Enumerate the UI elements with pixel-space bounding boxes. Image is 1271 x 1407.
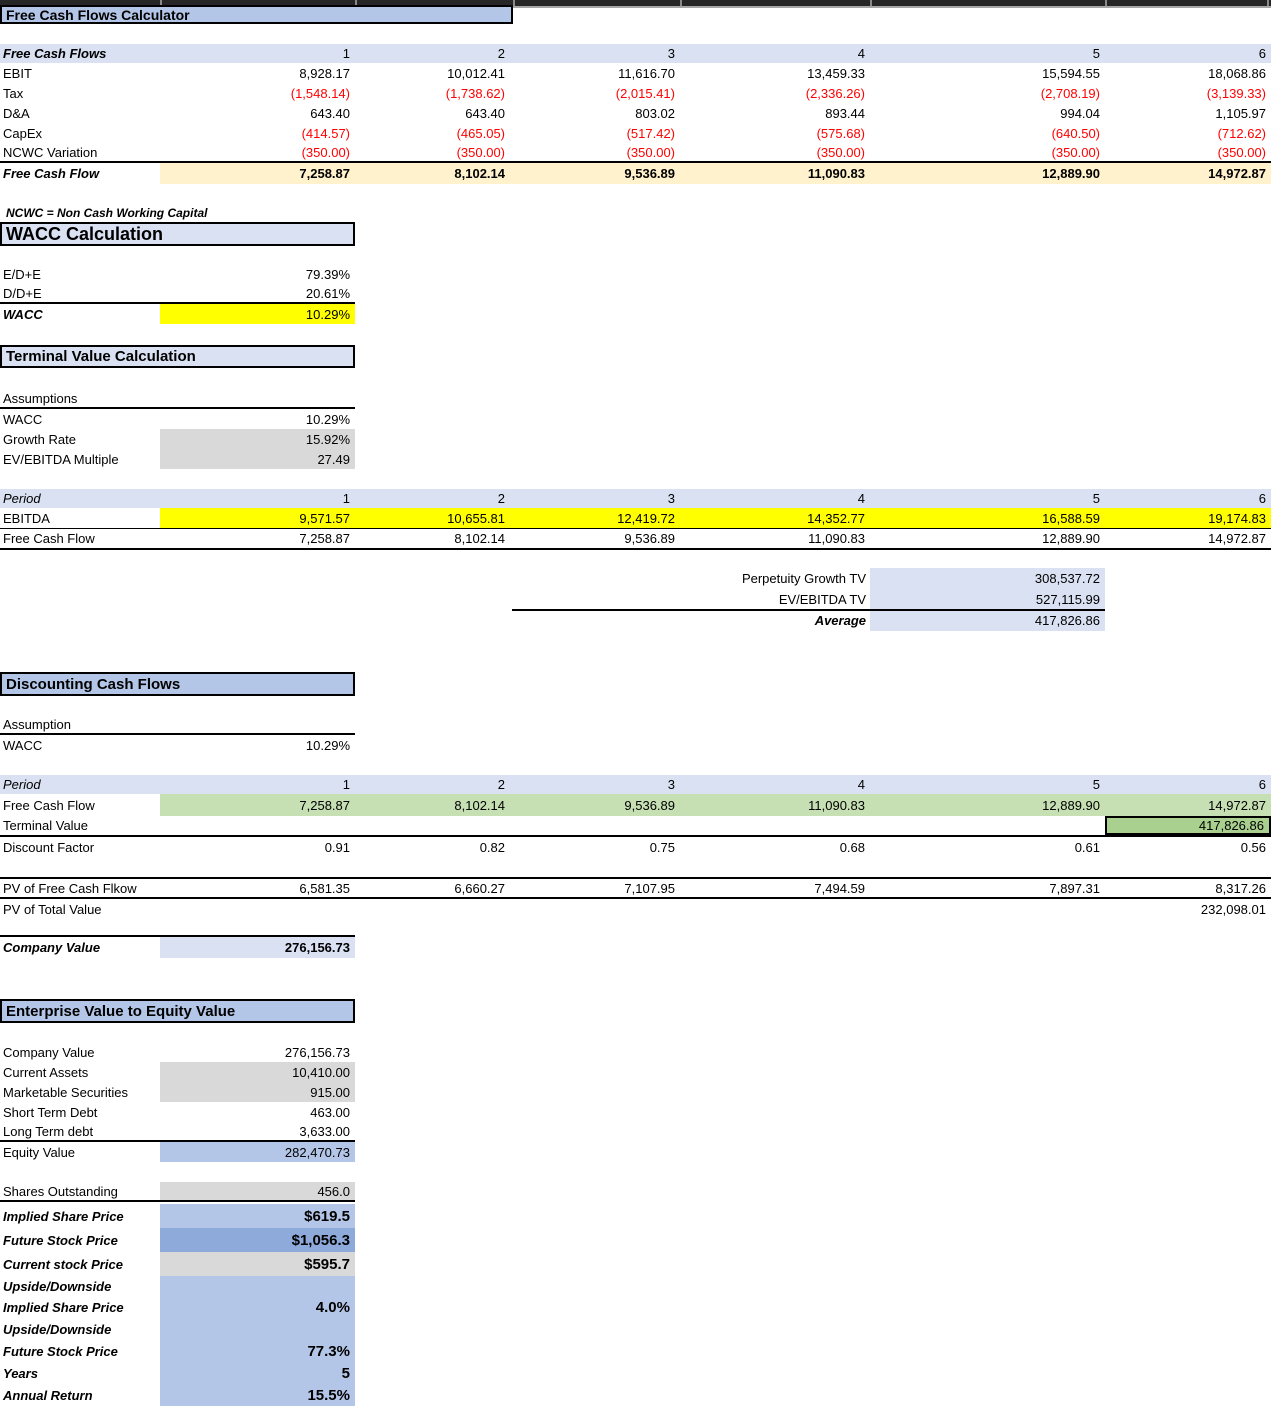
wacc-row-1 [0, 284, 355, 304]
cell[interactable]: (640.50) [1051, 125, 1100, 141]
cell[interactable]: 8,102.14 [355, 163, 510, 184]
cell[interactable]: (350.00) [456, 144, 505, 160]
cell[interactable]: 11,616.70 [618, 65, 675, 81]
cell[interactable]: 5 [160, 1362, 355, 1384]
cell[interactable]: 9,536.89 [510, 163, 680, 184]
price-row-7 [0, 1362, 355, 1384]
fcf-row [0, 529, 1271, 550]
cell[interactable]: 1 [342, 491, 350, 506]
cell[interactable]: 417,826.86 [1105, 816, 1271, 835]
disc-fcf-row [0, 794, 1271, 816]
cell[interactable]: 12,889.90 [870, 794, 1105, 816]
row-label[interactable]: Marketable Securities [3, 1084, 128, 1100]
cell[interactable]: $595.7 [160, 1252, 355, 1276]
cell[interactable]: 10.29% [305, 737, 350, 753]
row-label[interactable]: EBIT [3, 65, 32, 81]
cell[interactable]: (2,015.41) [615, 85, 675, 101]
section-title-text: Discounting Cash Flows [6, 675, 181, 693]
tv-result-row-0 [0, 568, 1271, 589]
cell[interactable]: 8,102.14 [355, 794, 510, 816]
cell[interactable]: 6 [1258, 46, 1266, 61]
company-value-result [0, 935, 355, 958]
cell[interactable]: 11,090.83 [680, 794, 870, 816]
cell[interactable] [680, 899, 870, 919]
cell[interactable]: 7,897.31 [1049, 880, 1100, 896]
cell[interactable]: 79.39% [305, 266, 350, 282]
cell[interactable]: 20.61% [305, 285, 350, 301]
cell[interactable]: (350.00) [1051, 144, 1100, 160]
assumptions-header [0, 390, 355, 409]
cell[interactable]: (517.42) [626, 125, 675, 141]
row-label[interactable]: Average [814, 613, 866, 628]
cell[interactable]: 232,098.01 [1200, 901, 1266, 917]
fcf-row-2 [0, 103, 1271, 123]
cell[interactable]: (2,708.19) [1040, 85, 1100, 101]
cell[interactable]: 527,115.99 [870, 589, 1105, 610]
row-label[interactable]: Annual Return [3, 1387, 93, 1403]
wacc-row-0 [0, 264, 355, 284]
row-label[interactable]: Tax [3, 85, 24, 101]
row-label[interactable]: Free Cash Flows [3, 46, 107, 61]
cell[interactable]: (465.05) [456, 125, 505, 141]
cell[interactable]: 4 [857, 491, 865, 506]
cell[interactable]: 15.5% [160, 1384, 355, 1406]
row-label[interactable]: WACC [3, 306, 43, 322]
row-label[interactable]: NCWC Variation [3, 144, 98, 160]
cell[interactable]: 4 [857, 46, 865, 61]
pv-block [0, 877, 1271, 919]
cell[interactable]: 14,972.87 [1105, 163, 1271, 184]
cell[interactable] [355, 816, 510, 835]
assumption-label: Assumption [3, 717, 71, 732]
row-label[interactable]: Company Value [3, 940, 101, 955]
row-label[interactable]: EBITDA [3, 510, 50, 526]
row-label[interactable]: WACC [3, 411, 43, 427]
section-title-discounting-cash-flows[interactable] [0, 672, 355, 696]
cell[interactable]: (575.68) [816, 125, 865, 141]
cell[interactable]: 6,660.27 [454, 880, 505, 896]
cell[interactable] [160, 1318, 355, 1340]
cell[interactable]: 3 [667, 46, 675, 61]
row-label[interactable]: Shares Outstanding [3, 1183, 118, 1199]
cell[interactable]: 915.00 [160, 1082, 355, 1102]
row-label[interactable]: Free Cash Flow [3, 531, 95, 546]
period-header-row [0, 44, 1271, 63]
equity-row-2 [0, 1082, 355, 1102]
cell[interactable]: 0.91 [324, 839, 350, 855]
row-label[interactable]: WACC [3, 737, 43, 753]
row-label[interactable]: Upside/Downside [3, 1321, 112, 1337]
cell[interactable]: 6 [1258, 491, 1266, 506]
assumptions-label: Assumptions [3, 391, 78, 406]
assumption-header [0, 716, 355, 735]
cell[interactable] [160, 1276, 355, 1296]
row-label[interactable]: Long Term debt [3, 1123, 94, 1139]
price-row-1 [0, 1228, 355, 1252]
cell[interactable]: (3,139.33) [1206, 85, 1266, 101]
shares-outstanding [0, 1182, 355, 1202]
cell[interactable]: 9,571.57 [160, 508, 355, 528]
row-label[interactable]: Free Cash Flow [3, 797, 95, 813]
row-label[interactable]: Growth Rate [3, 431, 76, 447]
cell[interactable]: (2,336.26) [805, 85, 865, 101]
row-label[interactable]: Upside/Downside [3, 1278, 112, 1294]
row-label[interactable]: EV/EBITDA Multiple [3, 451, 119, 467]
row-label[interactable]: Perpetuity Growth TV [741, 571, 866, 586]
cell[interactable]: 3 [667, 491, 675, 506]
price-row-3 [0, 1276, 355, 1296]
cell[interactable]: 10,410.00 [160, 1062, 355, 1082]
cell[interactable]: 893.44 [825, 105, 865, 121]
price-row-4 [0, 1296, 355, 1318]
row-label[interactable]: Discount Factor [3, 839, 95, 855]
equity-row-3 [0, 1102, 355, 1122]
cell[interactable]: (1,738.62) [445, 85, 505, 101]
tv-result-row-1 [0, 589, 1271, 610]
cell[interactable]: 5 [1092, 777, 1100, 792]
cell[interactable]: (350.00) [626, 144, 675, 160]
section-title-text: Free Cash Flows Calculator [6, 6, 190, 23]
tv-assumptions [0, 390, 355, 469]
row-label[interactable]: Current Assets [3, 1064, 89, 1080]
row-label[interactable]: Free Cash Flow [3, 166, 100, 181]
row-label[interactable] [0, 390, 160, 407]
row-label[interactable]: EV/EBITDA TV [778, 592, 866, 607]
cell[interactable]: (350.00) [816, 144, 865, 160]
cell[interactable]: 2 [497, 491, 505, 506]
cell[interactable]: 10,655.81 [355, 508, 510, 528]
row-label[interactable]: Current stock Price [3, 1256, 123, 1272]
disc-wacc-row [0, 735, 355, 755]
cell[interactable]: 15,594.55 [1042, 65, 1100, 81]
terminal-value-results [0, 568, 1271, 631]
cell[interactable]: 1,105.97 [1215, 105, 1266, 121]
cell[interactable]: (350.00) [1217, 144, 1266, 160]
cell[interactable]: 14,972.87 [1105, 794, 1271, 816]
equity-table [0, 1042, 355, 1162]
cell[interactable]: 5 [1092, 491, 1100, 506]
section-title-text: Enterprise Value to Equity Value [6, 1002, 236, 1020]
tv-assumption-0 [0, 409, 355, 429]
cell[interactable]: 10.29% [305, 411, 350, 427]
row-label[interactable]: Implied Share Price [3, 1299, 124, 1315]
equity-row-0 [0, 1042, 355, 1062]
fcf-total-row [0, 163, 1271, 184]
cell[interactable]: 7,258.87 [299, 531, 350, 546]
discounting-period-table [0, 775, 1271, 857]
price-row-0 [0, 1204, 355, 1228]
section-title-enterprise-to-equity[interactable] [0, 999, 355, 1023]
period-header-row [0, 775, 1271, 794]
price-row-6 [0, 1340, 355, 1362]
row-label[interactable]: D&A [3, 105, 30, 121]
ebitda-row [0, 508, 1271, 529]
cell[interactable] [510, 816, 680, 835]
cell[interactable]: 16,588.59 [870, 508, 1105, 528]
cell[interactable]: 14,352.77 [680, 508, 870, 528]
cell[interactable]: $619.5 [160, 1204, 355, 1228]
cell[interactable]: 12,889.90 [1042, 531, 1100, 546]
cell[interactable]: 7,258.87 [160, 163, 355, 184]
section-title-text: Terminal Value Calculation [6, 348, 196, 365]
period-header-row [0, 489, 1271, 508]
cell[interactable]: 6,581.35 [299, 880, 350, 896]
cell[interactable]: 0.75 [649, 839, 675, 855]
cell[interactable]: 9,536.89 [510, 794, 680, 816]
cell[interactable]: 0.56 [1240, 839, 1266, 855]
cell[interactable]: 4 [857, 777, 865, 792]
sum-line [512, 609, 1105, 611]
cell[interactable]: 643.40 [310, 105, 350, 121]
assumption-rows [0, 409, 355, 469]
cell[interactable]: 8,102.14 [454, 531, 505, 546]
fcf-row-4 [0, 143, 1271, 163]
cell[interactable]: 6 [1258, 777, 1266, 792]
assumption-rows [0, 735, 355, 755]
cell[interactable]: 417,826.86 [870, 610, 1105, 631]
row-label[interactable]: Company Value [3, 1044, 95, 1060]
row-label[interactable]: Future Stock Price [3, 1343, 118, 1359]
cell[interactable]: 7,494.59 [814, 880, 865, 896]
disc-assumption [0, 716, 355, 755]
row-label[interactable]: Future Stock Price [3, 1232, 118, 1248]
cell[interactable]: (1,548.14) [290, 85, 350, 101]
cell[interactable]: 10,012.41 [447, 65, 505, 81]
cell[interactable]: 643.40 [465, 105, 505, 121]
row-label[interactable] [0, 716, 160, 733]
cell[interactable]: 0.82 [479, 839, 505, 855]
pv-total-row [0, 899, 1271, 919]
cell[interactable] [870, 899, 1105, 919]
equity-row-4 [0, 1122, 355, 1142]
row-label[interactable]: Implied Share Price [3, 1208, 124, 1224]
cell[interactable] [510, 899, 680, 919]
cell[interactable]: 9,536.89 [624, 531, 675, 546]
fcf-row-3 [0, 123, 1271, 143]
row-label[interactable]: Terminal Value [3, 818, 89, 833]
cell[interactable]: 3 [667, 777, 675, 792]
equity-row-1 [0, 1062, 355, 1082]
cell[interactable]: 14,972.87 [1208, 531, 1266, 546]
cell[interactable] [870, 816, 1105, 835]
row-label[interactable]: Years [3, 1365, 38, 1381]
cell[interactable]: 3,633.00 [299, 1123, 350, 1139]
section-title-wacc-calculation[interactable] [0, 222, 355, 246]
shares-outstanding-row [0, 1182, 355, 1202]
section-title-terminal-value[interactable] [0, 345, 355, 368]
row-label[interactable]: PV of Total Value [3, 901, 102, 917]
cell[interactable]: 276,156.73 [284, 1044, 350, 1060]
cell[interactable]: 11,090.83 [808, 531, 865, 546]
fcf-row-0 [0, 63, 1271, 83]
pv-fcf-row [0, 877, 1271, 899]
terminal-value-period-table [0, 489, 1271, 550]
cell[interactable]: 19,174.83 [1105, 508, 1271, 528]
cell[interactable]: 2 [497, 777, 505, 792]
cell[interactable]: 13,459.33 [807, 65, 865, 81]
cell[interactable]: (350.00) [301, 144, 350, 160]
cell[interactable]: 8,317.26 [1215, 880, 1266, 896]
cell[interactable] [160, 899, 355, 919]
ncwc-note-text: NCWC = Non Cash Working Capital [6, 206, 208, 220]
cell[interactable]: 456.0 [160, 1182, 355, 1200]
row-label[interactable]: PV of Free Cash Flkow [3, 880, 137, 896]
row-label[interactable]: Equity Value [3, 1144, 76, 1160]
cell[interactable]: 10.29% [160, 304, 355, 324]
cell[interactable]: 5 [1092, 46, 1100, 61]
cell[interactable]: 7,258.87 [160, 794, 355, 816]
cell[interactable]: 12,889.90 [870, 163, 1105, 184]
cell[interactable]: 27.49 [160, 449, 355, 469]
cell[interactable]: 18,068.86 [1208, 65, 1266, 81]
row-label[interactable]: Period [3, 491, 41, 506]
fcf-row-1 [0, 83, 1271, 103]
cell[interactable]: 0.61 [1074, 839, 1100, 855]
company-value-row [0, 935, 355, 958]
row-label[interactable]: D/D+E [3, 285, 42, 301]
cell[interactable]: (712.62) [1217, 125, 1266, 141]
price-row-5 [0, 1318, 355, 1340]
cell[interactable]: 1 [342, 46, 350, 61]
cell[interactable]: 276,156.73 [160, 937, 355, 958]
tv-assumption-2 [0, 449, 355, 469]
cell[interactable] [355, 899, 510, 919]
price-row-8 [0, 1384, 355, 1406]
cell[interactable]: 7,107.95 [624, 880, 675, 896]
cell[interactable]: 0.68 [839, 839, 865, 855]
wacc-table [0, 264, 355, 324]
cell[interactable] [160, 816, 355, 835]
cell[interactable]: 15.92% [160, 429, 355, 449]
discount-factor-row [0, 837, 1271, 857]
cell[interactable]: 77.3% [160, 1340, 355, 1362]
row-divider [513, 6, 1271, 8]
cell[interactable] [680, 816, 870, 835]
cell[interactable]: 282,470.73 [160, 1142, 355, 1162]
row-label[interactable]: Period [3, 777, 41, 792]
ncwc-note[interactable] [0, 205, 207, 221]
cell[interactable]: 803.02 [635, 105, 675, 121]
row-label[interactable]: E/D+E [3, 266, 41, 282]
row-label[interactable]: CapEx [3, 125, 43, 141]
cell[interactable]: 1 [342, 777, 350, 792]
cell[interactable]: 4.0% [160, 1296, 355, 1318]
tv-assumption-1 [0, 429, 355, 449]
share-price-block [0, 1204, 355, 1406]
cell[interactable]: 2 [497, 46, 505, 61]
section-title-text: WACC Calculation [6, 223, 164, 244]
cell[interactable]: $1,056.3 [160, 1228, 355, 1252]
cell[interactable]: 308,537.72 [870, 568, 1105, 589]
terminal-value-row [0, 816, 1271, 837]
cell[interactable]: 463.00 [310, 1104, 350, 1120]
cell[interactable]: 8,928.17 [299, 65, 350, 81]
cell[interactable]: (414.57) [301, 125, 350, 141]
free-cash-flows-table [0, 44, 1271, 184]
price-row-2 [0, 1252, 355, 1276]
cell[interactable]: 12,419.72 [510, 508, 680, 528]
wacc-result-row [0, 304, 355, 324]
section-title-free-cash-flows-calculator[interactable] [0, 5, 513, 24]
row-label[interactable]: Short Term Debt [3, 1104, 98, 1120]
equity-value-row [0, 1142, 355, 1162]
tv-result-row-2 [0, 610, 1271, 631]
cell[interactable]: 11,090.83 [680, 163, 870, 184]
cell[interactable]: 994.04 [1060, 105, 1100, 121]
